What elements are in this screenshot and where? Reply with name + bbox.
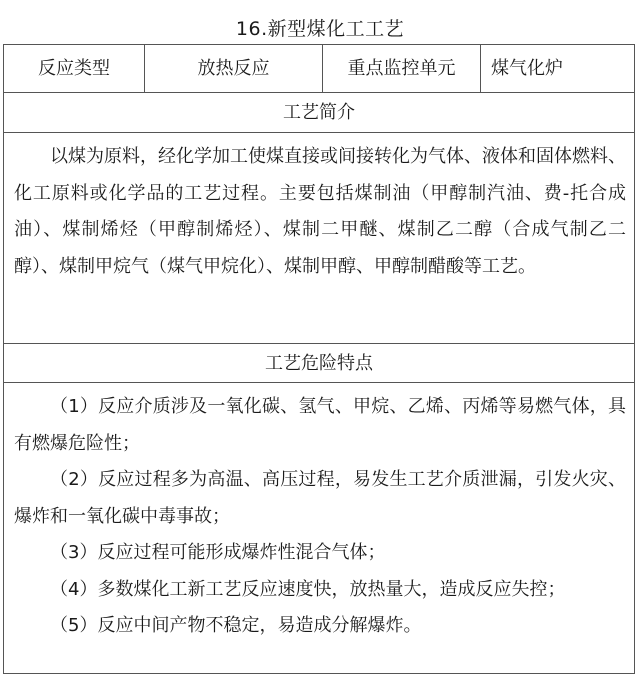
hazard-item: （5）反应中间产物不稳定，易造成分解爆炸。 [50,615,422,636]
intro-heading: 工艺简介 [4,93,634,133]
intro-text: 以煤为原料，经化学加工使煤直接或间接转化为气体、液体和固体燃料、化工原料或化学品的工艺过程。主要包括煤制油（甲醇制汽油、费-托合成油）、煤制烯烃（甲醇制烯烃）、煤制二甲醚、煤制乙二醇（合成气制乙二醇）、煤制甲烷气（煤气甲烷化）、煤制甲醇、甲醇制醋酸等工艺。 [14,146,626,277]
hazard-item: （3）反应过程可能形成爆炸性混合气体； [50,542,386,563]
reaction-type-label: 反应类型 [4,45,145,92]
reaction-type-value: 放热反应 [145,45,323,92]
hazard-item: （2）反应过程多为高温、高压过程，易发生工艺介质泄漏，引发火灾、爆炸和一氧化碳中毒事故； [14,469,626,527]
meta-row [4,45,634,93]
monitor-unit-value: 煤气化炉 [491,58,563,79]
hazard-item: （1）反应介质涉及一氧化碳、氢气、甲烷、乙烯、丙烯等易燃气体，具有燃爆危险性； [14,396,626,454]
hazards-list [14,389,626,645]
process-table [3,44,635,674]
hazard-item: （4）多数煤化工新工艺反应速度快，放热量大，造成反应失控； [50,578,566,600]
hazards-heading: 工艺危险特点 [4,343,634,383]
monitor-unit-label: 重点监控单元 [323,45,481,92]
page-title: 16.新型煤化工工艺 [235,18,405,40]
